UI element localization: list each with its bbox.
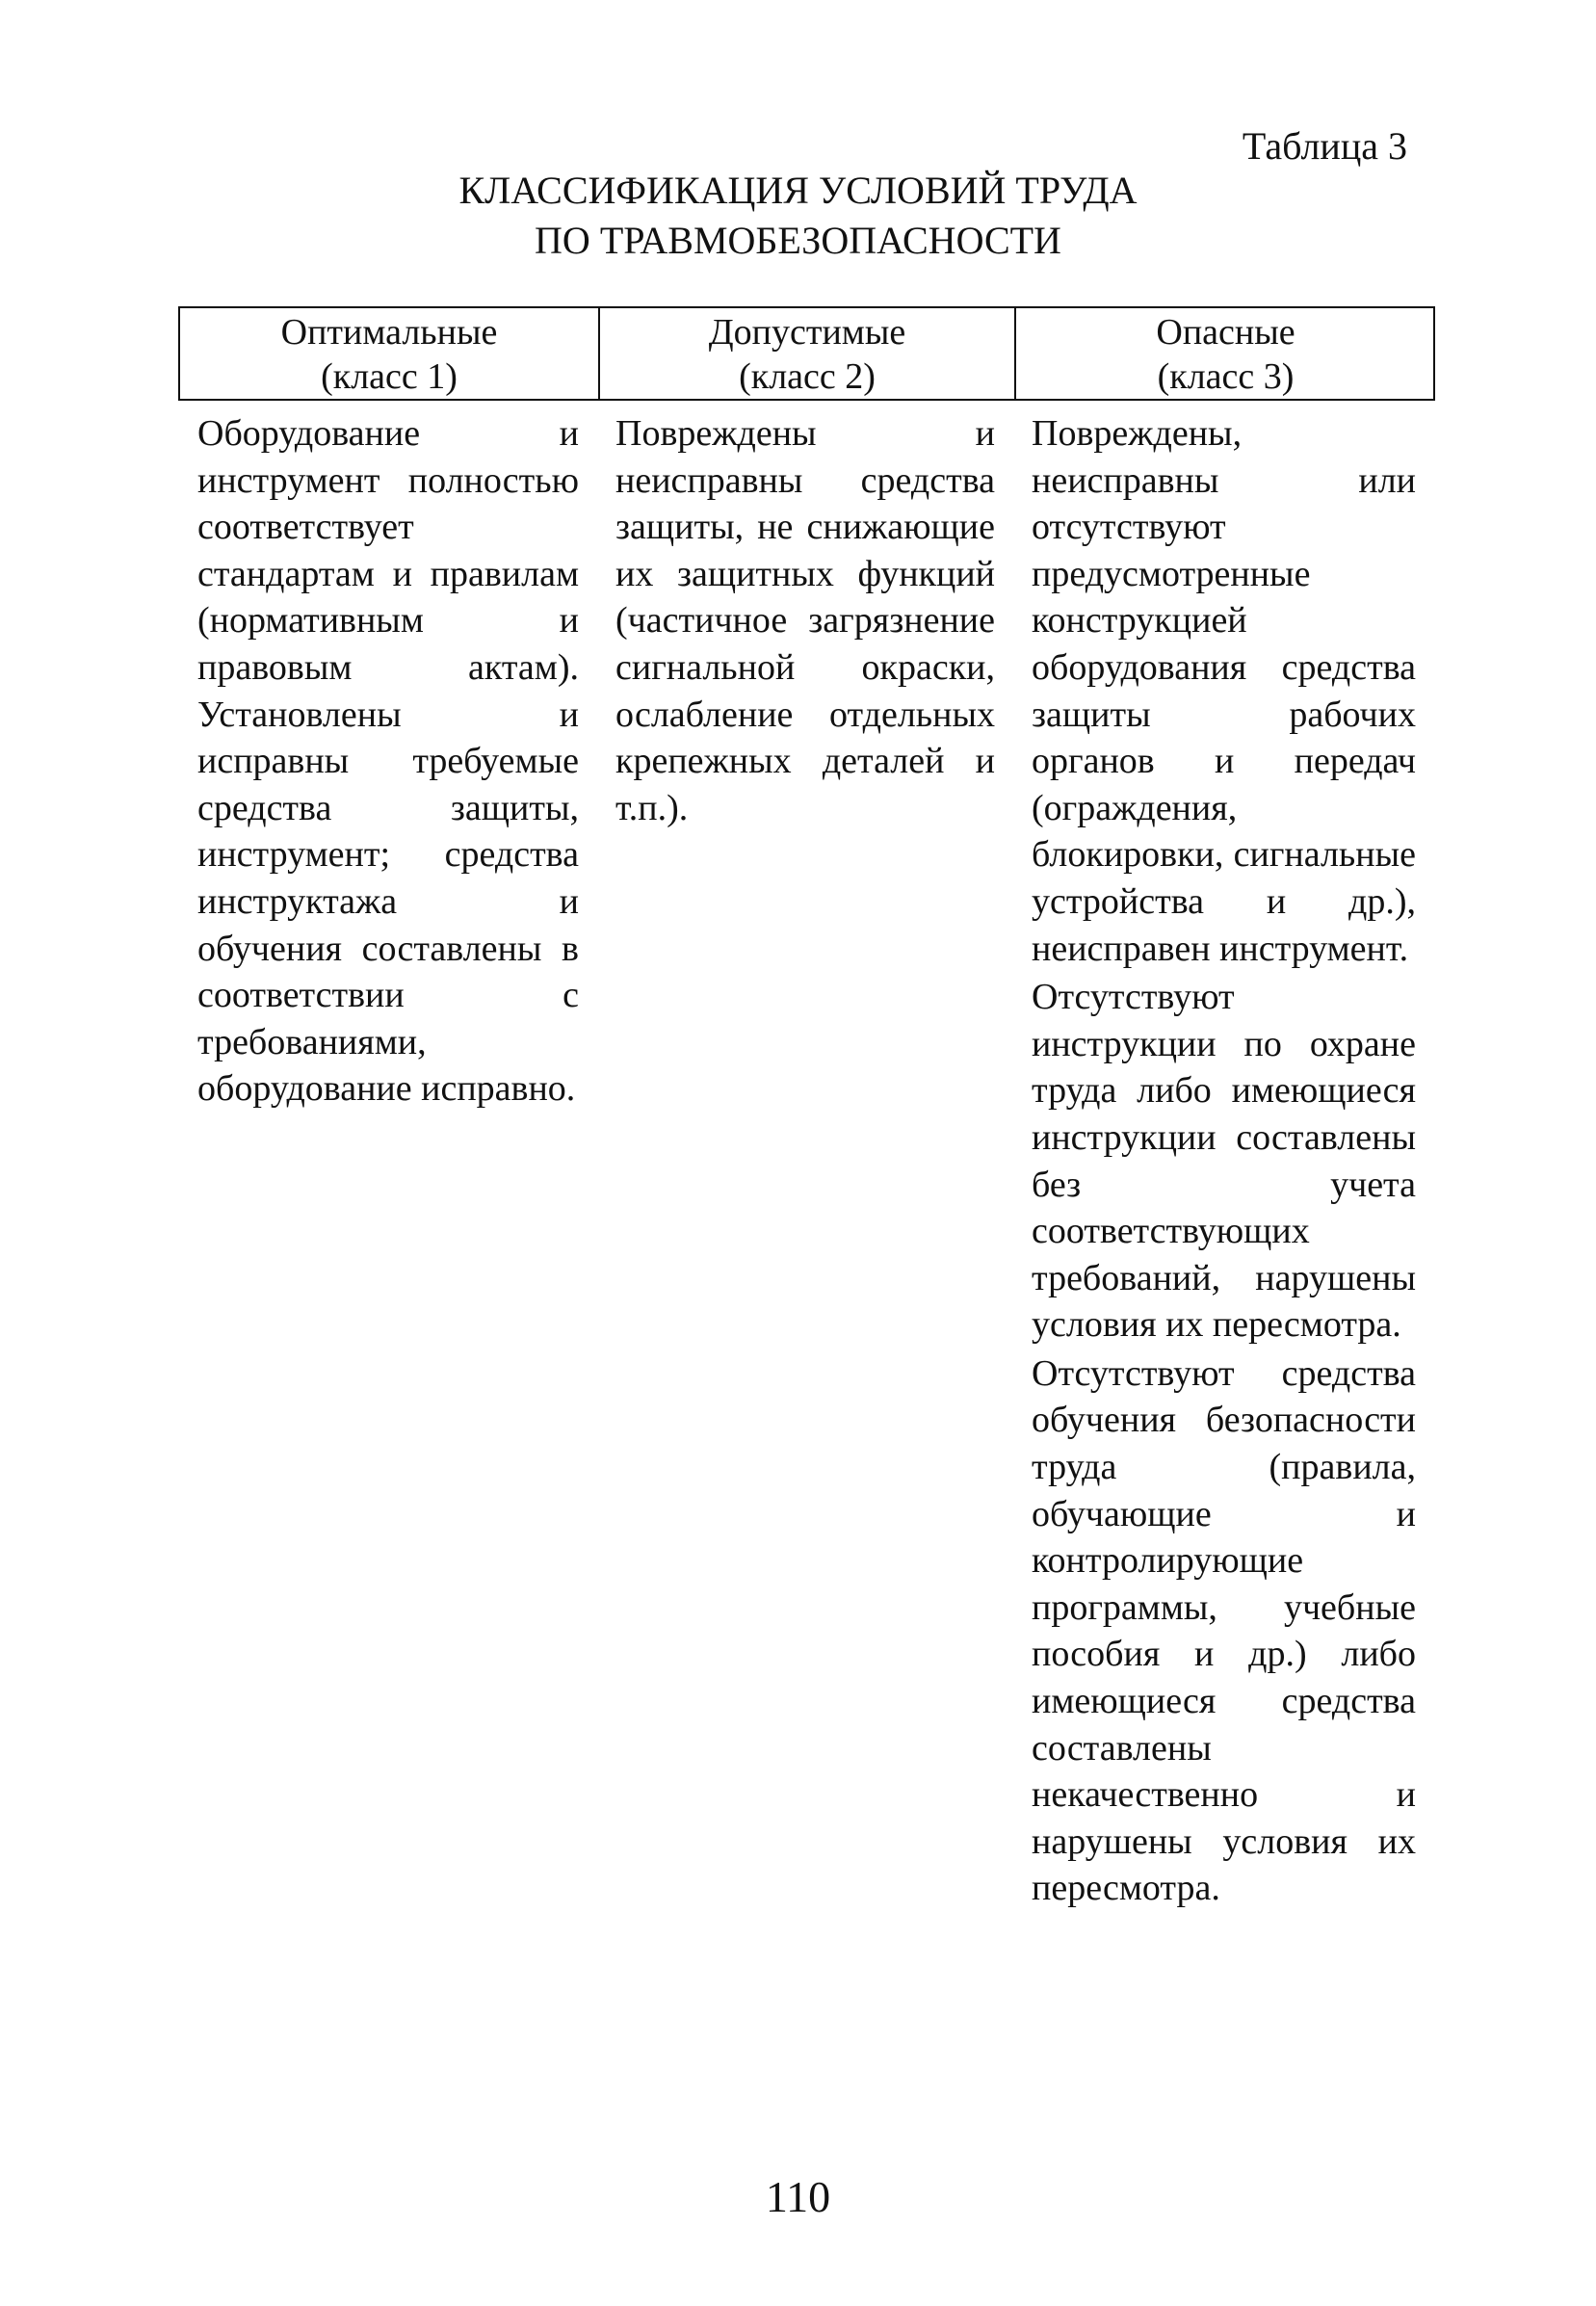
header-class: (класс 2) bbox=[739, 356, 876, 397]
header-class: (класс 1) bbox=[321, 356, 458, 397]
document-title bbox=[0, 166, 1596, 266]
header-class: (класс 3) bbox=[1157, 356, 1295, 397]
cell-paragraph: Отсутствуют инструкции по охране труда либо имеющиеся инструкции составлены без учета соответствующих требований, нарушены условия их пересмотра. bbox=[1032, 977, 1416, 1346]
header-name: Оптимальные bbox=[280, 312, 498, 353]
title-line-2: ПО ТРАВМОБЕЗОПАСНОСТИ bbox=[535, 219, 1061, 262]
classification-table bbox=[178, 306, 1435, 1914]
table-number-label: Таблица 3 bbox=[1242, 124, 1407, 168]
page-number: 110 bbox=[765, 2172, 831, 2221]
table-body-row bbox=[178, 410, 1435, 1914]
cell-paragraph: Повреждены и неисправны средства защиты, не снижающие их защитных функций (частичное загрязнение сигнальной окраски, ослабление отдельных крепежных деталей и т.п.). bbox=[615, 413, 995, 828]
header-cell-optimal bbox=[180, 308, 598, 399]
header-name: Допустимые bbox=[708, 312, 906, 353]
header-name: Опасные bbox=[1156, 312, 1295, 353]
header-cell-dangerous bbox=[1014, 308, 1435, 399]
header-cell-permissible bbox=[598, 308, 1014, 399]
table-header-row bbox=[178, 306, 1435, 401]
cell-paragraph: Отсутствуют средства обучения безопасности труда (правила, обучающие и контролирующие программы, учебные пособия и др.) либо имеющиеся средства составлены некачественно и нарушены условия их пересмотра. bbox=[1032, 1352, 1416, 1909]
cell-dangerous bbox=[1012, 410, 1433, 1914]
cell-paragraph: Оборудование и инструмент полностью соответствует стандартам и правилам (нормативным и правовым актам). Установлены и исправны требуемые средства защиты, инструмент; средства инструктажа и обучения составлены в соответствии с требованиями, оборудование исправно. bbox=[197, 413, 579, 1110]
title-line-1: КЛАССИФИКАЦИЯ УСЛОВИЙ ТРУДА bbox=[458, 169, 1138, 212]
cell-permissible bbox=[596, 410, 1012, 1914]
cell-optimal bbox=[178, 410, 596, 1914]
cell-paragraph: Повреждены, неисправны или отсутствуют предусмотренные конструкцией оборудования средства защиты рабочих органов и передач (ограждения, блокировки, сигнальные устройства и др.), неисправен инструмент. bbox=[1032, 413, 1416, 969]
